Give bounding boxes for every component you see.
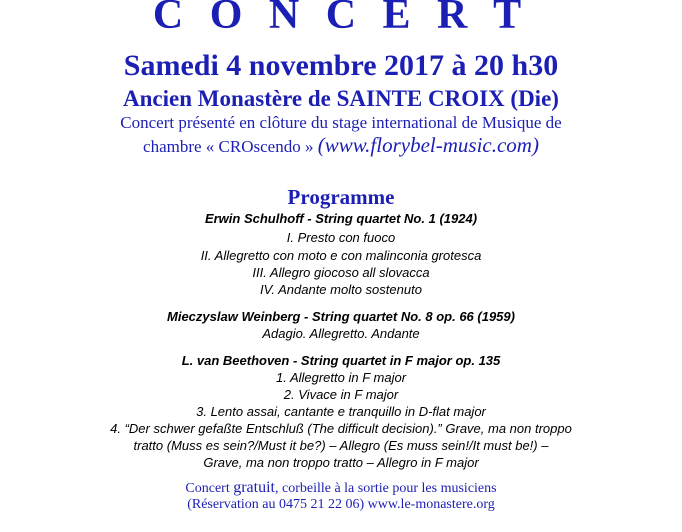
footer-text-post: , corbeille à la sortie pour les musiciens <box>274 481 497 496</box>
intro-line-1: Concert présenté en clôture du stage international de Musique de <box>120 113 562 132</box>
movement-item-continued: Grave, ma non troppo tratto – Allegro in F major <box>203 455 479 470</box>
movement-item: III. Allegro giocoso all slovacca <box>252 265 430 280</box>
movement-item: IV. Andante molto sostenuto <box>260 282 422 297</box>
concert-venue: Ancien Monastère de SAINTE CROIX (Die) <box>123 86 559 111</box>
movement-item-continued: tratto (Muss es sein?/Must it be?) – Allegro (Es muss sein!/It must be!) – <box>133 438 549 453</box>
concert-date: Samedi 4 novembre 2017 à 20 h30 <box>123 49 559 82</box>
programme-heading: Programme <box>287 185 395 209</box>
work-heading-beethoven: L. van Beethoven - String quartet in F major op. 135 <box>181 353 501 368</box>
movement-item: 4. “Der schwer gefaßte Entschluß (The difficult decision).” Grave, ma non troppo <box>110 421 572 436</box>
festival-website-link[interactable]: (www.florybel-music.com) <box>317 133 539 157</box>
movement-item: 3. Lento assai, cantante e tranquillo in D-flat major <box>196 404 486 419</box>
work-heading-schulhoff: Erwin Schulhoff - String quartet No. 1 (1924) <box>204 211 478 226</box>
footer-reservation[interactable]: (Réservation au 0475 21 22 06) www.le-monastere.org <box>187 497 495 512</box>
movement-item: 1. Allegretto in F major <box>275 370 407 385</box>
movement-item: I. Presto con fuoco <box>286 230 396 245</box>
footer-line-1 <box>0 479 682 497</box>
footer-text-pre: Concert <box>185 481 234 496</box>
concert-title: C O N C E R T <box>152 0 530 38</box>
intro-line-2 <box>0 133 682 158</box>
movement-item: 2. Vivace in F major <box>283 387 399 402</box>
intro-line-2-text: chambre « CROscendo » <box>143 137 314 156</box>
movement-item: II. Allegretto con moto e con malinconia grotesca <box>200 248 482 263</box>
movement-item: Adagio. Allegretto. Andante <box>262 326 420 341</box>
footer-free-emphasis: gratuit <box>233 479 275 496</box>
work-heading-weinberg: Mieczyslaw Weinberg - String quartet No. 8 op. 66 (1959) <box>167 309 515 324</box>
